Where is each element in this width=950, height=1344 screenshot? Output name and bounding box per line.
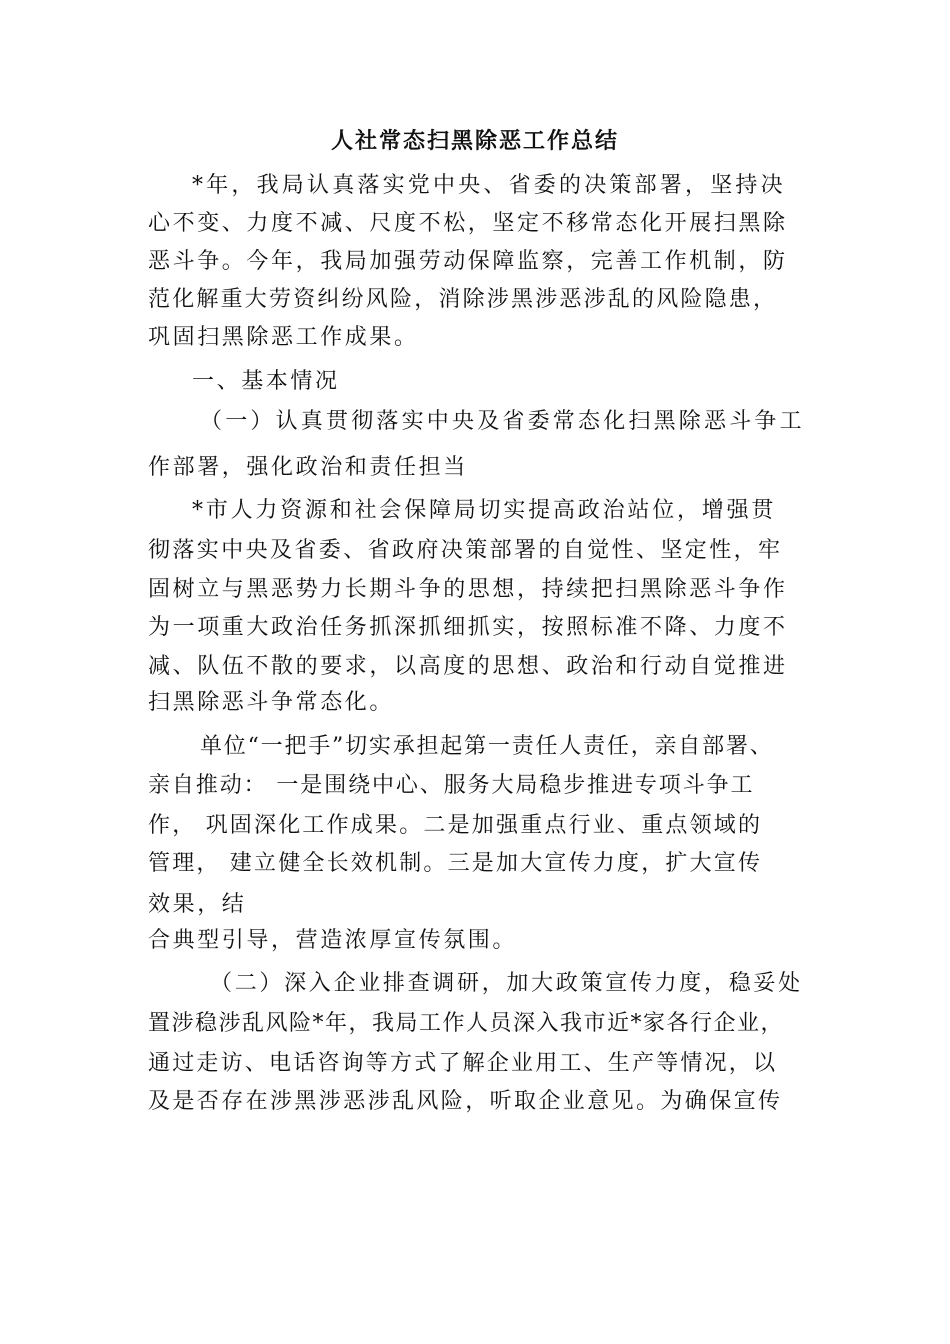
paragraph-line: 亲自推动： 一是围绕中心、服务大局稳步推进专项斗争工 xyxy=(148,773,755,798)
paragraph-line: 固树立与黑恶势力长期斗争的思想，持续把扫黑除恶斗争作 xyxy=(148,577,788,602)
paragraph-line: 减、队伍不散的要求，以高度的思想、政治和行动自觉推进 xyxy=(148,654,788,679)
paragraph-line: 单位“一把手”切实承担起第一责任人责任，亲自部署、 xyxy=(200,734,774,759)
section-heading: 一、基本情况 xyxy=(192,369,340,394)
paragraph-line: *年，我局认真落实党中央、省委的决策部署，坚持决 xyxy=(192,173,786,198)
paragraph-line: 管理， 建立健全长效机制。三是加大宣传力度，扩大宣传 xyxy=(148,851,763,876)
paragraph-line: 扫黑除恶斗争常态化。 xyxy=(148,690,395,715)
subsection-heading: （二）深入企业排查调研，加大政策宣传力度，稳妥处 xyxy=(210,971,803,996)
paragraph-line: 范化解重大劳资纠纷风险，消除涉黑涉恶涉乱的风险隐患， xyxy=(148,287,778,312)
paragraph-line: 为一项重大政治任务抓深抓细抓实，按照标准不降、力度不 xyxy=(148,615,788,640)
paragraph-line: 置涉稳涉乱风险*年，我局工作人员深入我市近*家各行企业， xyxy=(148,1011,785,1036)
paragraph-line: 通过走访、电话咨询等方式了解企业用工、生产等情况，以 xyxy=(148,1051,778,1076)
paragraph-line: 巩固扫黑除恶工作成果。 xyxy=(148,325,419,350)
subsection-heading: 作部署，强化政治和责任担当 xyxy=(148,455,468,480)
paragraph-line: *市人力资源和社会保障局切实提高政治站位，增强贯 xyxy=(192,498,777,523)
paragraph-line: 及是否存在涉黑涉恶涉乱风险，听取企业意见。为确保宣传 xyxy=(148,1089,783,1114)
paragraph-line: 心不变、力度不减、尺度不松，坚定不移常态化开展扫黑除 xyxy=(148,211,788,236)
paragraph-line: 恶斗争。今年，我局加强劳动保障监察，完善工作机制，防 xyxy=(148,249,788,274)
paragraph-line: 作， 巩固深化工作成果。二是加强重点行业、重点领域的 xyxy=(148,813,763,838)
subsection-heading: （一）认真贯彻落实中央及省委常态化扫黑除恶斗争工 xyxy=(200,409,805,434)
paragraph-line: 合典型引导，营造浓厚宣传氛围。 xyxy=(148,928,518,953)
paragraph-line: 效果，结 xyxy=(148,892,247,917)
document-title: 人社常态扫黑除恶工作总结 xyxy=(330,128,619,154)
paragraph-line: 彻落实中央及省委、省政府决策部署的自觉性、坚定性，牢 xyxy=(148,538,783,563)
